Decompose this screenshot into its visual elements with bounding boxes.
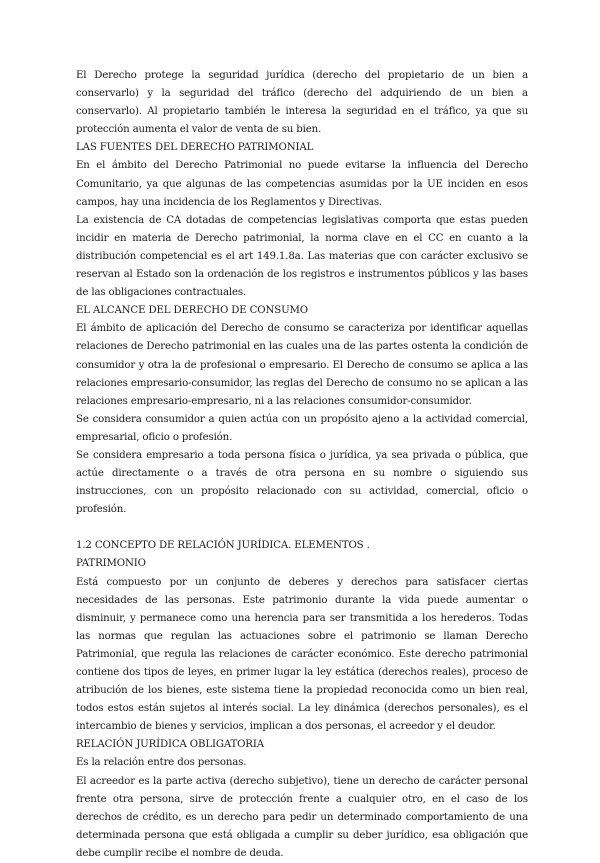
paragraph-empresario: Se considera empresario a toda persona física o jurídica, ya sea privada o pública, que actúe directamente o a través de otra persona en su nombre o siguiendo sus instrucciones, con un propósito relacionado con su actividad, comercial, oficio o profesión. [76, 449, 528, 516]
paragraph-acreedor: El acreedor es la parte activa (derecho subjetivo), tiene un derecho de carácter personal frente otra persona, sirve de protección frente a cualquier otro, en el caso de los derechos de crédito, es un derecho para pedir un determinado comportamiento de una determinada persona que está obligada a cumplir su deber jurídico, esa obligación que debe cumplir recibe el nombre de deuda. [76, 775, 528, 859]
paragraph-relacion-personas: Es la relación entre dos personas. [76, 757, 247, 769]
paragraph-seguridad: El Derecho protege la seguridad jurídica (derecho del propietario de un bien a conservarlo) y la seguridad del tráfico (derecho del adquiriendo de un bien a conservarlo). Al propietario también le interesa la seguridad en el tráfico, ya que su protección aumenta el valor de venta de su bien. [76, 70, 528, 136]
heading-patrimonio: PATRIMONIO [76, 558, 146, 570]
heading-fuentes: LAS FUENTES DEL DERECHO PATRIMONIAL [76, 142, 314, 154]
document-page [76, 67, 528, 863]
paragraph-consumidor: Se considera consumidor a quien actúa con un propósito ajeno a la actividad comercial, empresarial, oficio o profesión. [76, 413, 528, 443]
paragraph-ca-competencias: La existencia de CA dotadas de competencias legislativas comporta que estas pueden incidir en materia de Derecho patrimonial, la norma clave en el CC en cuanto a la distribución competencial es el art 149.1.8a. Las materias que con carácter exclusivo se reservan al Estado son la ordenación de los registros e instrumentos públicos y las bases de las obligaciones contractuales. [76, 214, 528, 299]
section-gap [76, 519, 528, 537]
paragraph-patrimonio: Está compuesto por un conjunto de deberes y derechos para satisfacer ciertas necesidades de las personas. Este patrimonio durante la vida puede aumentar o disminuir, y permanece como una herencia para ser transmitida a los herederos. Todas las normas que regulan las actuaciones sobre el patrimonio se llaman Derecho Patrimonial, que regula las relaciones de carácter económico. Este derecho patrimonial contiene dos tipos de leyes, en primer lugar la ley estática (derechos reales), proceso de atribución de los bienes, este sistema tiene la propiedad reconocida como un bien real, todos estos están sujetos al interés social. La ley dinámica (derechos personales), es el intercambio de bienes y servicios, implican a dos personas, el acreedor y el deudor. [76, 576, 528, 733]
heading-alcance-consumo: EL ALCANCE DEL DERECHO DE CONSUMO [76, 305, 308, 317]
paragraph-derecho-comunitario: En el ámbito del Derecho Patrimonial no puede evitarse la influencia del Derecho Comunitario, ya que algunas de las competencias asumidas por la UE inciden en esos campos, hay una incidencia de los Reglamentos y Directivas. [76, 160, 528, 208]
heading-relacion-obligatoria: RELACIÓN JURÍDICA OBLIGATORIA [76, 739, 264, 751]
heading-concepto-relacion: 1.2 CONCEPTO DE RELACIÓN JURÍDICA. ELEMENTOS . [76, 540, 370, 552]
paragraph-ambito-consumo: El ámbito de aplicación del Derecho de consumo se caracteriza por identificar aquellas relaciones de Derecho patrimonial en las cuales una de las partes ostenta la condición de consumidor y otra la de profesional o empresario. El Derecho de consumo se aplica a las relaciones empresario-consumidor, las reglas del Derecho de consumo no se aplican a las relaciones empresario-empresario, ni a las relaciones consumidor-consumidor. [76, 323, 528, 407]
